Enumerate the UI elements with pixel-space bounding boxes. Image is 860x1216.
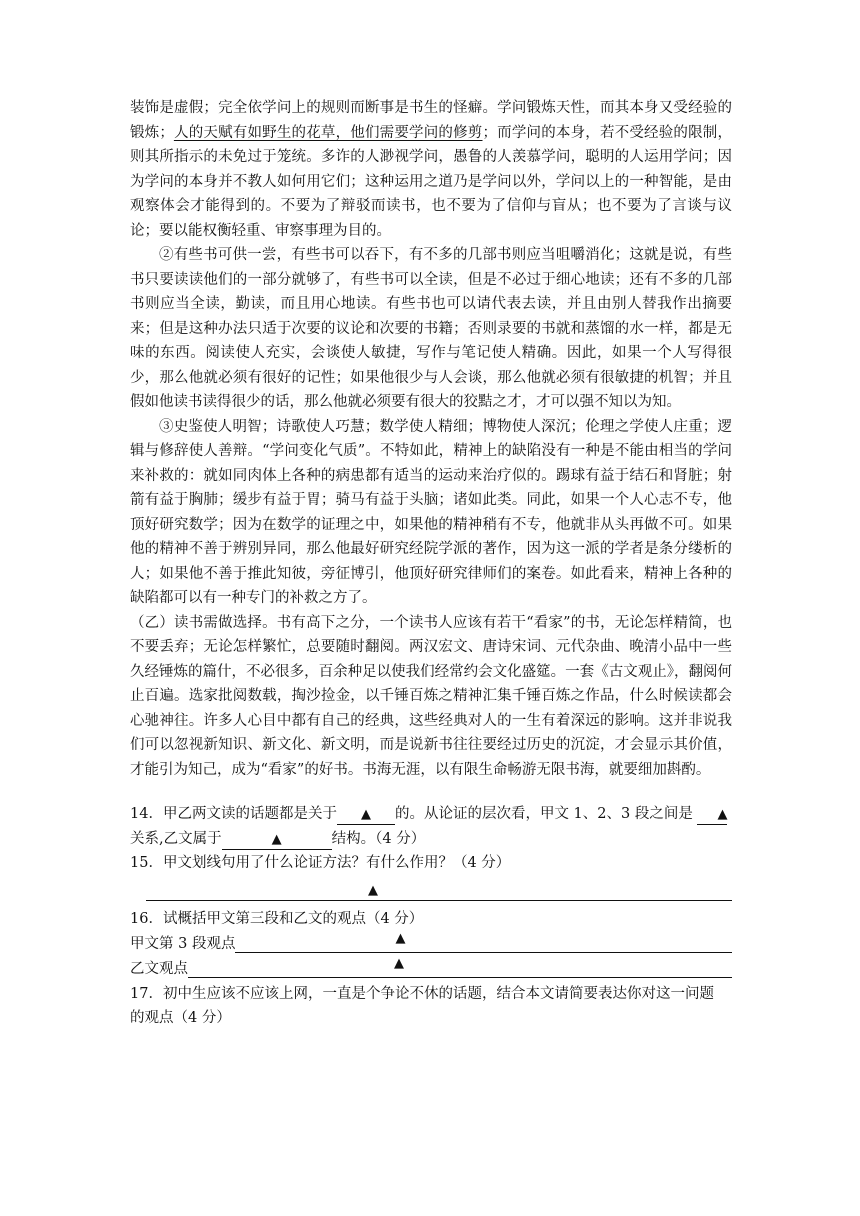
q16-yi-label: 乙文观点: [130, 961, 188, 977]
para1-text-after: ；而学问的本身，若不受经验的限制，则其所指示的未免过于笼统。多诈的人渺视学问，愚鲁的人羡慕学问，聪明的人运用学问；因为学问的本身并不教人如何用它们；这种运用之道乃是学问以外，学问以上的一种智能，是由观察体会才能得到的。不要为了辩驳而读书，也不要为了信仰与盲从；也不要为了言谈与议论；要以能权衡轻重、审察事理为目的。: [130, 124, 732, 239]
passage-yi: （乙）读书需做选择。书有高下之分，一个读书人应该有若干“看家”的书，无论怎样精简，也不要丢弃；无论怎样繁忙，总要随时翻阅。两汉宏文、唐诗宋词、元代杂曲、晚清小品中一些久经锤炼的篇什，不必很多，百余种足以使我们经常约会文化盛筵。一套《古文观止》，翻阅何止百遍。选家批阅数载，掏沙捡金，以千锤百炼之精神汇集千锤百炼之作品，什么时候读都会心驰神往。许多人心目中都有自己的经典，这些经典对人的一生有着深远的影响。这并非说我们可以忽视新知识、新文化、新文明，而是说新书往往要经过历史的沉淀，才会显示其价值，才能引为知己，成为“看家”的好书。书海无涯，以有限生命畅游无限书海，就要细加斟酌。: [130, 614, 732, 778]
blank-marker-icon: ▲: [395, 931, 406, 946]
q14-part1: 14．甲乙两文读的话题都是关于: [130, 806, 337, 822]
q16-yi-line: [130, 957, 732, 982]
q16-yi-answer[interactable]: [188, 957, 732, 978]
q15-answer-line[interactable]: [146, 876, 732, 902]
question-17-line-1: 17．初中生应该不应该上网，一直是个争论不休的话题，结合本文请简要表达你对这一问题: [130, 985, 714, 1002]
q14-blank-topic[interactable]: [337, 805, 395, 825]
question-17-line-2: 的观点（4 分）: [130, 1010, 231, 1026]
para1-text-before: 装饰是虚假；完全依学问上的规则而断事是书生的怪癖。学问锻炼天性，而其本身又受经验的锻炼；: [130, 100, 732, 141]
q14-blank-relation[interactable]: [697, 805, 727, 825]
q14-part2: 的。从论证的层次看，甲文 1、2、3 段之间是: [394, 806, 693, 822]
blank-marker-icon: ▲: [368, 883, 378, 898]
underlined-sentence: 人的天赋有如野生的花草，他们需要学问的修剪: [173, 124, 483, 141]
question-14-line-1: [130, 802, 732, 827]
q14-part3: 关系,乙文属于: [130, 830, 222, 847]
blank-marker-icon: ▲: [394, 956, 404, 971]
q16-jia-line: [130, 932, 732, 957]
questions-section: [130, 802, 732, 1031]
q16-jia-label: 甲文第 3 段观点: [130, 936, 236, 952]
passage-paragraph-2: ②有些书可供一尝，有些书可以吞下，有不多的几部书则应当咀嚼消化；这就是说，有些书只要读读他们的一部分就够了，有些书可以全读，但是不必过于细心地读；还有不多的几部书则应当全读，勤读，而且用心地读。有些书也可以请代表去读，并且由别人替我作出摘要来；但是这种办法只适于次要的议论和次要的书籍；否则录要的书就和蒸馏的水一样，都是无味的东西。阅读使人充实，会谈使人敏捷，写作与笔记使人精确。因此，如果一个人写得很少，那么他就必须有很好的记性；如果他很少与人会谈，那么他就必须有很敏捷的机智；并且假如他读书读得很少的话，那么他就必须要有很大的狡黠之才，才可以强不知以为知。: [130, 247, 732, 410]
passage-paragraph-1: [130, 96, 732, 243]
blank-marker-icon: ▲: [717, 807, 728, 822]
q16-jia-answer[interactable]: [235, 932, 732, 953]
blank-marker-icon: ▲: [360, 807, 371, 822]
question-16: 16．试概括甲文第三段和乙文的观点（4 分）: [130, 911, 424, 927]
q14-part4: 结构。（4 分）: [331, 830, 426, 847]
blank-marker-icon: ▲: [271, 831, 282, 847]
exam-page: [130, 96, 732, 1031]
q14-blank-structure[interactable]: [222, 830, 332, 850]
question-15: 15．甲文划线句用了什么论证方法？有什么作用？（4 分）: [130, 855, 511, 871]
question-14-line-2: [130, 827, 732, 852]
passage-paragraph-3: ③史鉴使人明智；诗歌使人巧慧；数学使人精细；博物使人深沉；伦理之学使人庄重；逻辑与修辞使人善辩。“学问变化气质”。不特如此，精神上的缺陷没有一种是不能由相当的学问来补救的：就如同肉体上各种的病患都有适当的运动来治疗似的。踢球有益于结石和肾脏；射箭有益于胸肺；缓步有益于胃；骑马有益于头脑；诸如此类。同此，如果一个人心志不专，他顶好研究数学；因为在数学的证理之中，如果他的精神稍有不专，他就非从头再做不可。如果他的精神不善于辨别异同，那么他最好研究经院学派的著作，因为这一派的学者是条分缕析的人；如果他不善于推此知彼，旁征博引，他顶好研究律师们的案卷。如此看来，精神上各种的缺陷都可以有一种专门的补救之方了。: [130, 418, 732, 606]
